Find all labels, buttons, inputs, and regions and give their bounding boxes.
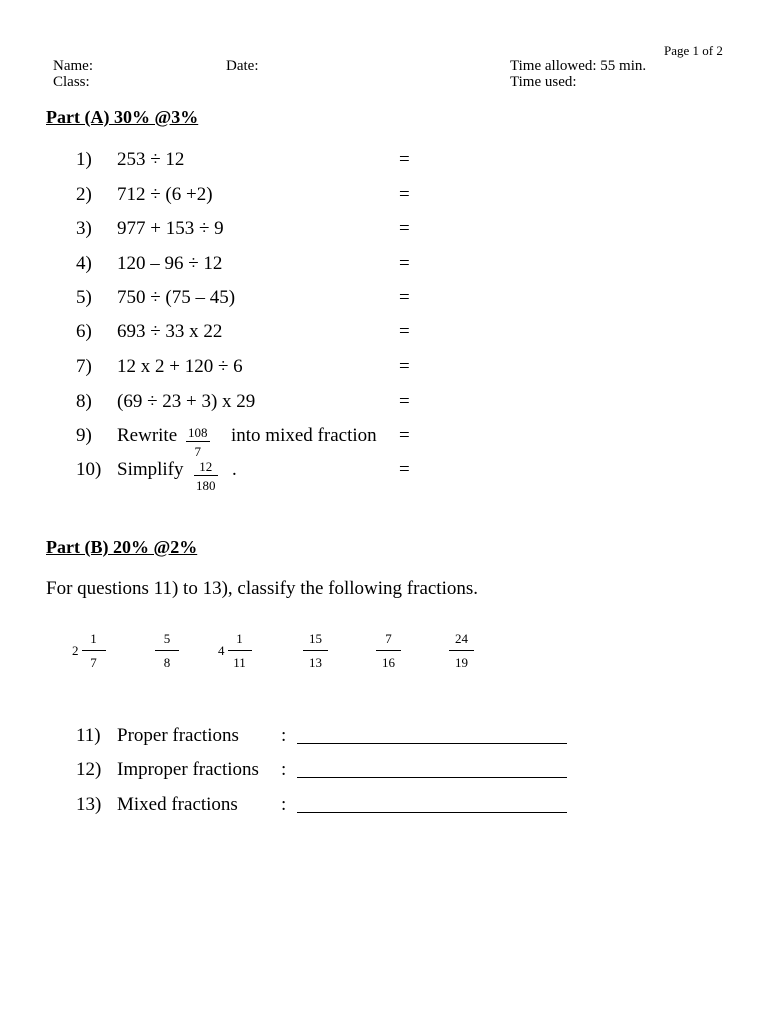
question-number: 9)	[76, 425, 92, 446]
answer-line[interactable]	[297, 743, 567, 744]
question-number: 2)	[76, 184, 92, 205]
equals-sign: =	[399, 459, 410, 480]
question-number: 1)	[76, 149, 92, 170]
question-text: 253 ÷ 12	[117, 149, 185, 170]
question-suffix: into mixed fraction	[231, 425, 377, 446]
fraction-numerator: 12	[194, 460, 218, 476]
question-number: 13)	[76, 794, 102, 815]
equals-sign: =	[399, 253, 410, 274]
class-label: Class:	[53, 74, 90, 90]
name-label: Name:	[53, 58, 93, 74]
question-prefix: Rewrite	[117, 425, 178, 446]
question-number: 6)	[76, 321, 92, 342]
colon: :	[281, 794, 287, 815]
answer-line[interactable]	[297, 812, 567, 813]
equals-sign: =	[399, 356, 410, 377]
fraction-denominator: 16	[382, 655, 395, 670]
part-b-heading: Part (B) 20% @2%	[46, 537, 198, 557]
question-text: 712 ÷ (6 +2)	[117, 184, 213, 205]
equals-sign: =	[399, 321, 410, 342]
question-suffix: .	[232, 459, 237, 480]
fraction	[155, 631, 179, 671]
fraction-whole: 2	[72, 643, 79, 658]
question-number: 8)	[76, 391, 92, 412]
question-text: 977 + 153 ÷ 9	[117, 218, 224, 239]
question-number: 10)	[76, 459, 102, 480]
question-number: 7)	[76, 356, 92, 377]
answer-line[interactable]	[297, 777, 567, 778]
fraction	[376, 631, 401, 671]
colon: :	[281, 759, 287, 780]
fraction-denominator: 7	[90, 655, 97, 670]
part-a-heading: Part (A) 30% @3%	[46, 107, 199, 127]
fraction-denominator: 11	[233, 655, 246, 670]
fraction-denominator: 8	[163, 655, 171, 670]
question-number: 11)	[76, 725, 101, 746]
question-text: 693 ÷ 33 x 22	[117, 321, 223, 342]
time-used: Time used:	[510, 74, 577, 90]
question-number: 5)	[76, 287, 92, 308]
colon: :	[281, 725, 287, 746]
question-text: 750 ÷ (75 – 45)	[117, 287, 236, 308]
question-number: 3)	[76, 218, 92, 239]
question-text: Improper fractions	[117, 759, 259, 780]
part-b-instruction: For questions 11) to 13), classify the following fractions.	[46, 578, 479, 599]
equals-sign: =	[399, 218, 410, 239]
equals-sign: =	[399, 425, 410, 446]
question-number: 12)	[76, 759, 102, 780]
question-text: Mixed fractions	[117, 794, 238, 815]
question-number: 4)	[76, 253, 92, 274]
fraction-numerator: 1	[90, 631, 97, 646]
page-number: Page 1 of 2	[664, 43, 723, 58]
question-text: 12 x 2 + 120 ÷ 6	[117, 356, 243, 377]
time-allowed: Time allowed: 55 min.	[510, 58, 647, 74]
fraction	[194, 460, 218, 492]
equals-sign: =	[399, 287, 410, 308]
fraction-denominator: 7	[194, 444, 201, 459]
fraction	[186, 426, 210, 458]
fraction-numerator: 5	[163, 631, 171, 646]
fraction	[303, 631, 328, 671]
fraction-numerator: 24	[455, 631, 468, 646]
fraction-whole: 4	[218, 643, 225, 658]
question-text: Proper fractions	[117, 725, 239, 746]
fraction-denominator: 19	[455, 655, 468, 670]
date-label: Date:	[226, 58, 259, 74]
fraction-numerator: 7	[385, 631, 392, 646]
question-text: 120 – 96 ÷ 12	[117, 253, 223, 274]
mixed-fraction	[72, 631, 106, 671]
fraction-numerator: 1	[236, 631, 243, 646]
fraction-denominator: 13	[309, 655, 322, 670]
equals-sign: =	[399, 184, 410, 205]
mixed-fraction	[218, 631, 252, 671]
fraction	[449, 631, 474, 671]
fraction-numerator: 15	[309, 631, 322, 646]
fraction-numerator: 108	[188, 425, 208, 440]
question-prefix: Simplify	[117, 459, 184, 480]
equals-sign: =	[399, 149, 410, 170]
equals-sign: =	[399, 391, 410, 412]
fraction-denominator: 180	[196, 478, 216, 493]
question-text: (69 ÷ 23 + 3) x 29	[117, 391, 256, 412]
